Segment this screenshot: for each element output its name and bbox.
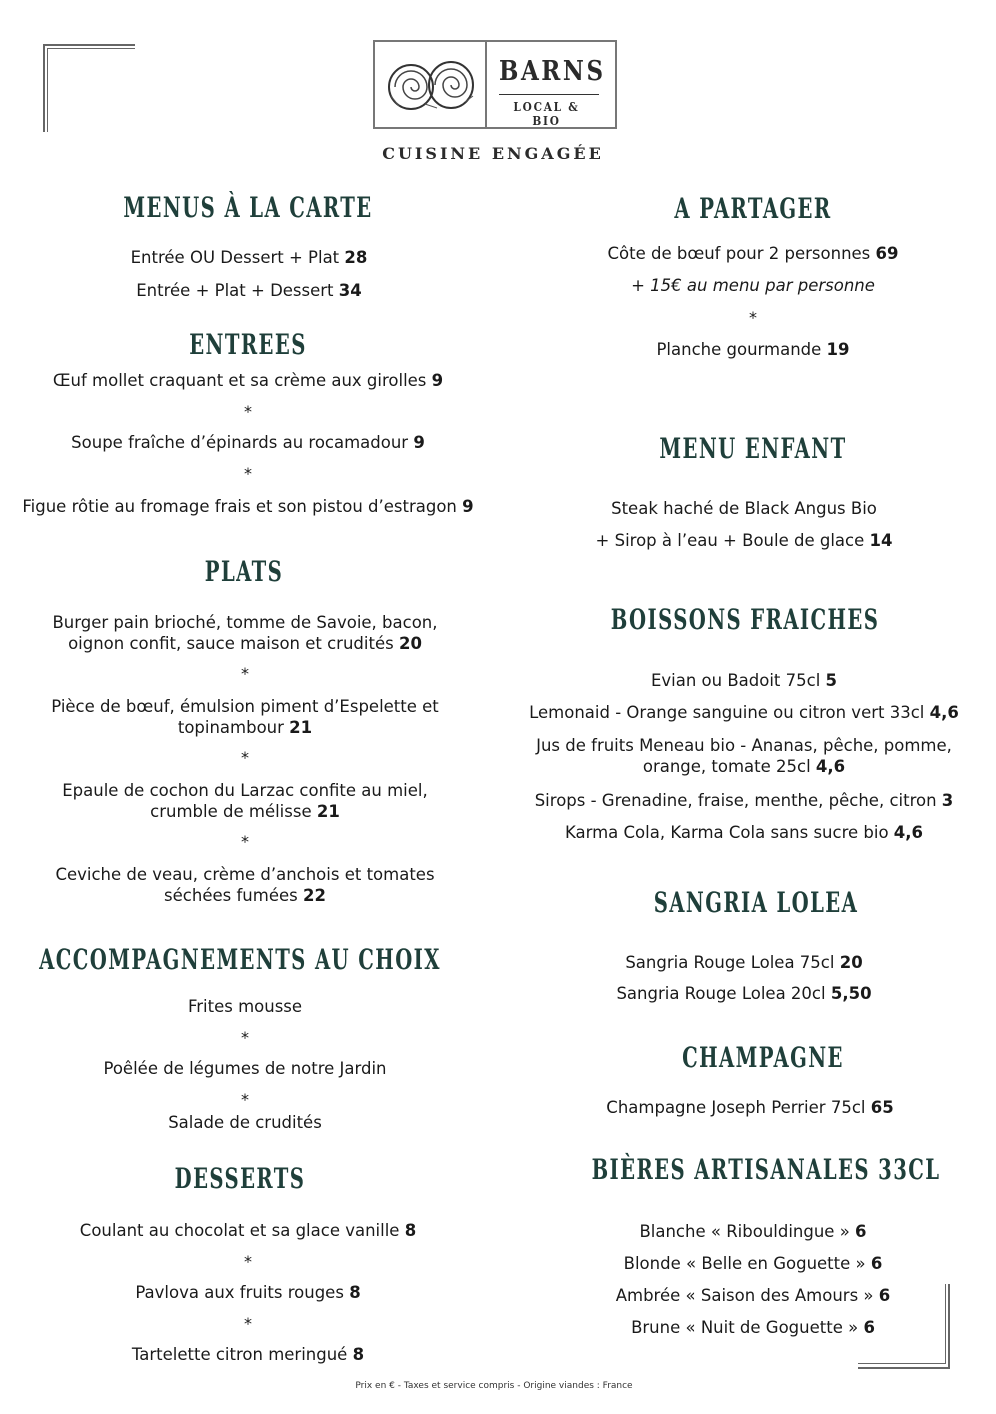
menu-item: Evian ou Badoit 75cl 5 [650, 671, 838, 690]
separator-star: * [244, 402, 252, 421]
menu-item: Epaule de cochon du Larzac confite au miel, crumble de mélisse 21 [62, 781, 428, 821]
separator-star: * [241, 748, 249, 767]
heading-menu-enfant: MENU ENFANT [659, 432, 847, 465]
menu-item: Sangria Rouge Lolea 20cl 5,50 [616, 984, 872, 1003]
separator-star: * [241, 664, 249, 683]
menu-item: Entrée + Plat + Dessert 34 [136, 281, 362, 300]
logo-subtitle: LOCAL & BIO [513, 100, 580, 128]
tagline: CUISINE ENGAGÉE [382, 144, 604, 163]
menu-note: + 15€ au menu par personne [631, 276, 875, 295]
menu-item: Jus de fruits Meneau bio - Ananas, pêche, pomme, orange, tomate 25cl 4,6 [536, 736, 952, 776]
heading-a-partager: A PARTAGER [674, 192, 832, 225]
heading-sangria: SANGRIA LOLEA [653, 886, 859, 919]
menu-item: Champagne Joseph Perrier 75cl 65 [606, 1098, 894, 1117]
menu-item: Pavlova aux fruits rouges 8 [135, 1283, 361, 1302]
menu-item: Frites mousse [187, 997, 303, 1016]
footer-note: Prix en € - Taxes et service compris - Origine viandes : France [355, 1381, 633, 1391]
menu-item: Brune « Nuit de Goguette » 6 [631, 1318, 875, 1337]
menu-item: Poêlée de légumes de notre Jardin [103, 1059, 387, 1078]
menu-item: Karma Cola, Karma Cola sans sucre bio 4,6 [564, 823, 924, 842]
logo-brand: BARNS [499, 56, 606, 87]
heading-plats: PLATS [204, 555, 284, 588]
heading-champagne: CHAMPAGNE [682, 1041, 844, 1074]
logo-rule [499, 94, 599, 95]
separator-star: * [749, 308, 757, 327]
menu-item: Soupe fraîche d’épinards au rocamadour 9 [71, 433, 425, 452]
menu-item: Œuf mollet craquant et sa crème aux girolles 9 [52, 371, 444, 390]
separator-star: * [241, 1028, 249, 1047]
heading-bieres: BIÈRES ARTISANALES 33CL [591, 1153, 941, 1186]
menu-item: Pièce de bœuf, émulsion piment d’Espelette et topinambour 21 [51, 697, 439, 737]
menu-item: Sirops - Grenadine, fraise, menthe, pêche, citron 3 [534, 791, 954, 810]
menu-item: Burger pain brioché, tomme de Savoie, bacon, oignon confit, sauce maison et crudités 20 [52, 613, 438, 653]
menu-item: Tartelette citron meringué 8 [131, 1345, 365, 1364]
menu-item: + Sirop à l’eau + Boule de glace 14 [595, 531, 893, 550]
menu-item: Ceviche de veau, crème d’anchois et tomates séchées fumées 22 [55, 865, 435, 905]
heading-entrees: ENTREES [189, 328, 307, 361]
menu-item: Planche gourmande 19 [656, 340, 850, 359]
menu-item: Blanche « Ribouldingue » 6 [639, 1222, 867, 1241]
heading-menus-carte: MENUS À LA CARTE [123, 191, 373, 224]
logo-divider [485, 42, 487, 127]
menu-item: Ambrée « Saison des Amours » 6 [615, 1286, 891, 1305]
heading-desserts: DESSERTS [174, 1162, 306, 1195]
separator-star: * [244, 1252, 252, 1271]
heading-boissons-fraiches: BOISSONS FRAICHES [610, 603, 880, 636]
menu-item: Blonde « Belle en Goguette » 6 [623, 1254, 883, 1273]
menu-item: Lemonaid - Orange sanguine ou citron vert 33cl 4,6 [529, 703, 959, 722]
separator-star: * [244, 1314, 252, 1333]
menu-item: Salade de crudités [168, 1113, 322, 1132]
hay-bales-icon [385, 56, 480, 116]
menu-item: Coulant au chocolat et sa glace vanille 8 [79, 1221, 417, 1240]
heading-accompagnements: ACCOMPAGNEMENTS AU CHOIX [39, 943, 441, 976]
separator-star: * [244, 464, 252, 483]
menu-item: Figue rôtie au fromage frais et son pistou d’estragon 9 [22, 497, 474, 516]
separator-star: * [241, 832, 249, 851]
menu-item: Sangria Rouge Lolea 75cl 20 [625, 953, 863, 972]
separator-star: * [241, 1090, 249, 1109]
menu-item: Côte de bœuf pour 2 personnes 69 [607, 244, 899, 263]
menu-item: Entrée OU Dessert + Plat 28 [130, 248, 368, 267]
menu-item: Steak haché de Black Angus Bio [611, 499, 877, 518]
barns-logo [373, 40, 617, 129]
